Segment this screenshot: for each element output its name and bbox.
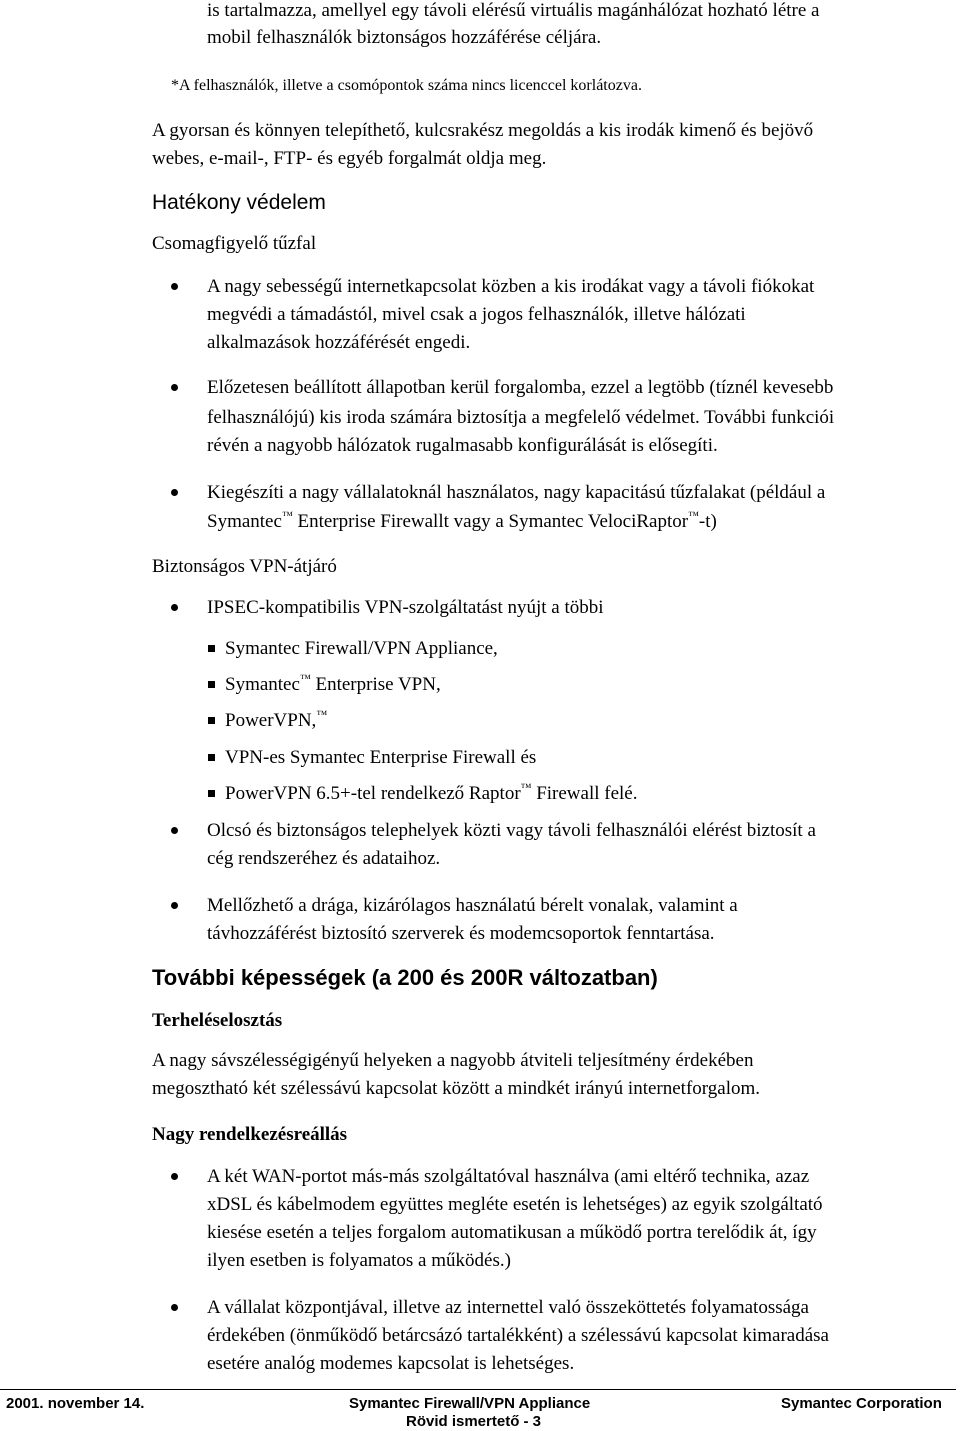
list-item: felhasználójú) kis iroda számára biztosítja a megfelelő védelmet. További funkciói <box>207 407 835 428</box>
footer-page: Rövid ismertető - 3 <box>406 1413 542 1430</box>
list-item: ilyen esetben is folyamatos a működés.) <box>207 1250 511 1271</box>
list-item: cég rendszeréhez és adataihoz. <box>207 848 441 869</box>
section-heading: Hatékony védelem <box>152 191 326 214</box>
sub-list-item: Symantec Firewall/VPN Appliance, <box>225 638 498 659</box>
subsection-heading: Terheléselosztás <box>152 1010 283 1031</box>
bullet-icon <box>171 1173 178 1180</box>
list-item: A nagy sebességű internetkapcsolat közben a kis irodákat vagy a távoli fiókokat <box>207 276 815 297</box>
square-bullet-icon <box>208 717 215 724</box>
footer-divider <box>0 1389 956 1390</box>
list-item: megvédi a támadástól, mivel csak a jogos felhasználók, illetve hálózati <box>207 304 746 325</box>
intro-line: mobil felhasználók biztonságos hozzáférése céljára. <box>207 27 602 48</box>
list-item: esetére analóg modemes kapcsolat is lehetséges. <box>207 1353 575 1374</box>
bullet-icon <box>171 1304 178 1311</box>
paragraph-line: A nagy sávszélességigényű helyeken a nagyobb átviteli teljesítmény érdekében <box>152 1050 754 1071</box>
square-bullet-icon <box>208 681 215 688</box>
intro-line: is tartalmazza, amellyel egy távoli elérésű virtuális magánhálózat hozható létre a <box>207 0 820 21</box>
list-item: kiesése esetén a teljes forgalom automatikusan a működő portra terelődik át, így <box>207 1222 817 1243</box>
bullet-icon <box>171 604 178 611</box>
subsection-heading: Nagy rendelkezésreállás <box>152 1124 348 1145</box>
list-item: IPSEC-kompatibilis VPN-szolgáltatást nyújt a többi <box>207 597 604 618</box>
footer-company: Symantec Corporation <box>781 1395 942 1412</box>
list-item: Előzetesen beállított állapotban kerül forgalomba, ezzel a legtöbb (tíznél kevesebb <box>207 377 834 398</box>
list-item: Mellőzhető a drága, kizárólagos használatú bérelt vonalak, valamint a <box>207 895 738 916</box>
list-item: xDSL és kábelmodem együttes megléte esetén is lehetséges) az egyik szolgáltató <box>207 1194 823 1215</box>
square-bullet-icon <box>208 754 215 761</box>
bullet-icon <box>171 902 178 909</box>
license-note: *A felhasználók, illetve a csomópontok száma nincs licenccel korlátozva. <box>171 77 642 94</box>
intro-paragraph: webes, e-mail-, FTP- és egyéb forgalmát oldja meg. <box>152 148 547 169</box>
sub-list-item: PowerVPN,™ <box>225 709 328 731</box>
list-item: A vállalat központjával, illetve az internettel való összeköttetés folyamatossága <box>207 1297 809 1318</box>
footer-date: 2001. november 14. <box>6 1395 145 1412</box>
sub-list-item: VPN-es Symantec Enterprise Firewall és <box>225 747 537 768</box>
section-heading: További képességek (a 200 és 200R változatban) <box>152 965 658 990</box>
list-item: Olcsó és biztonságos telephelyek közti vagy távoli felhasználói elérést biztosít a <box>207 820 816 841</box>
list-item: alkalmazások hozzáférését engedi. <box>207 332 471 353</box>
list-item: Symantec™ Enterprise Firewallt vagy a Symantec VelociRaptor™-t) <box>207 510 717 532</box>
list-item: révén a nagyobb hálózatok rugalmasabb konfigurálását is elősegíti. <box>207 435 718 456</box>
subsection-heading: Biztonságos VPN-átjáró <box>152 556 337 577</box>
bullet-icon <box>171 283 178 290</box>
bullet-icon <box>171 489 178 496</box>
intro-paragraph: A gyorsan és könnyen telepíthető, kulcsrakész megoldás a kis irodák kimenő és bejövő <box>152 120 814 141</box>
list-item: A két WAN-portot más-más szolgáltatóval használva (ami eltérő technika, azaz <box>207 1166 810 1187</box>
sub-list-item: Symantec™ Enterprise VPN, <box>225 673 441 695</box>
sub-list-item: PowerVPN 6.5+-tel rendelkező Raptor™ Firewall felé. <box>225 782 638 804</box>
square-bullet-icon <box>208 645 215 652</box>
bullet-icon <box>171 384 178 391</box>
footer-product: Symantec Firewall/VPN Appliance <box>349 1395 591 1412</box>
square-bullet-icon <box>208 790 215 797</box>
list-item: távhozzáférést biztosító szerverek és modemcsoportok fenntartása. <box>207 923 715 944</box>
subsection-heading: Csomagfigyelő tűzfal <box>152 233 317 254</box>
list-item: érdekében (önműködő betárcsázó tartalékként) a szélessávú kapcsolat kimaradása <box>207 1325 829 1346</box>
list-item: Kiegészíti a nagy vállalatoknál használatos, nagy kapacitású tűzfalakat (például a <box>207 482 826 503</box>
bullet-icon <box>171 827 178 834</box>
paragraph-line: megosztható két szélessávú kapcsolat között a mindkét irányú internetforgalom. <box>152 1078 760 1099</box>
